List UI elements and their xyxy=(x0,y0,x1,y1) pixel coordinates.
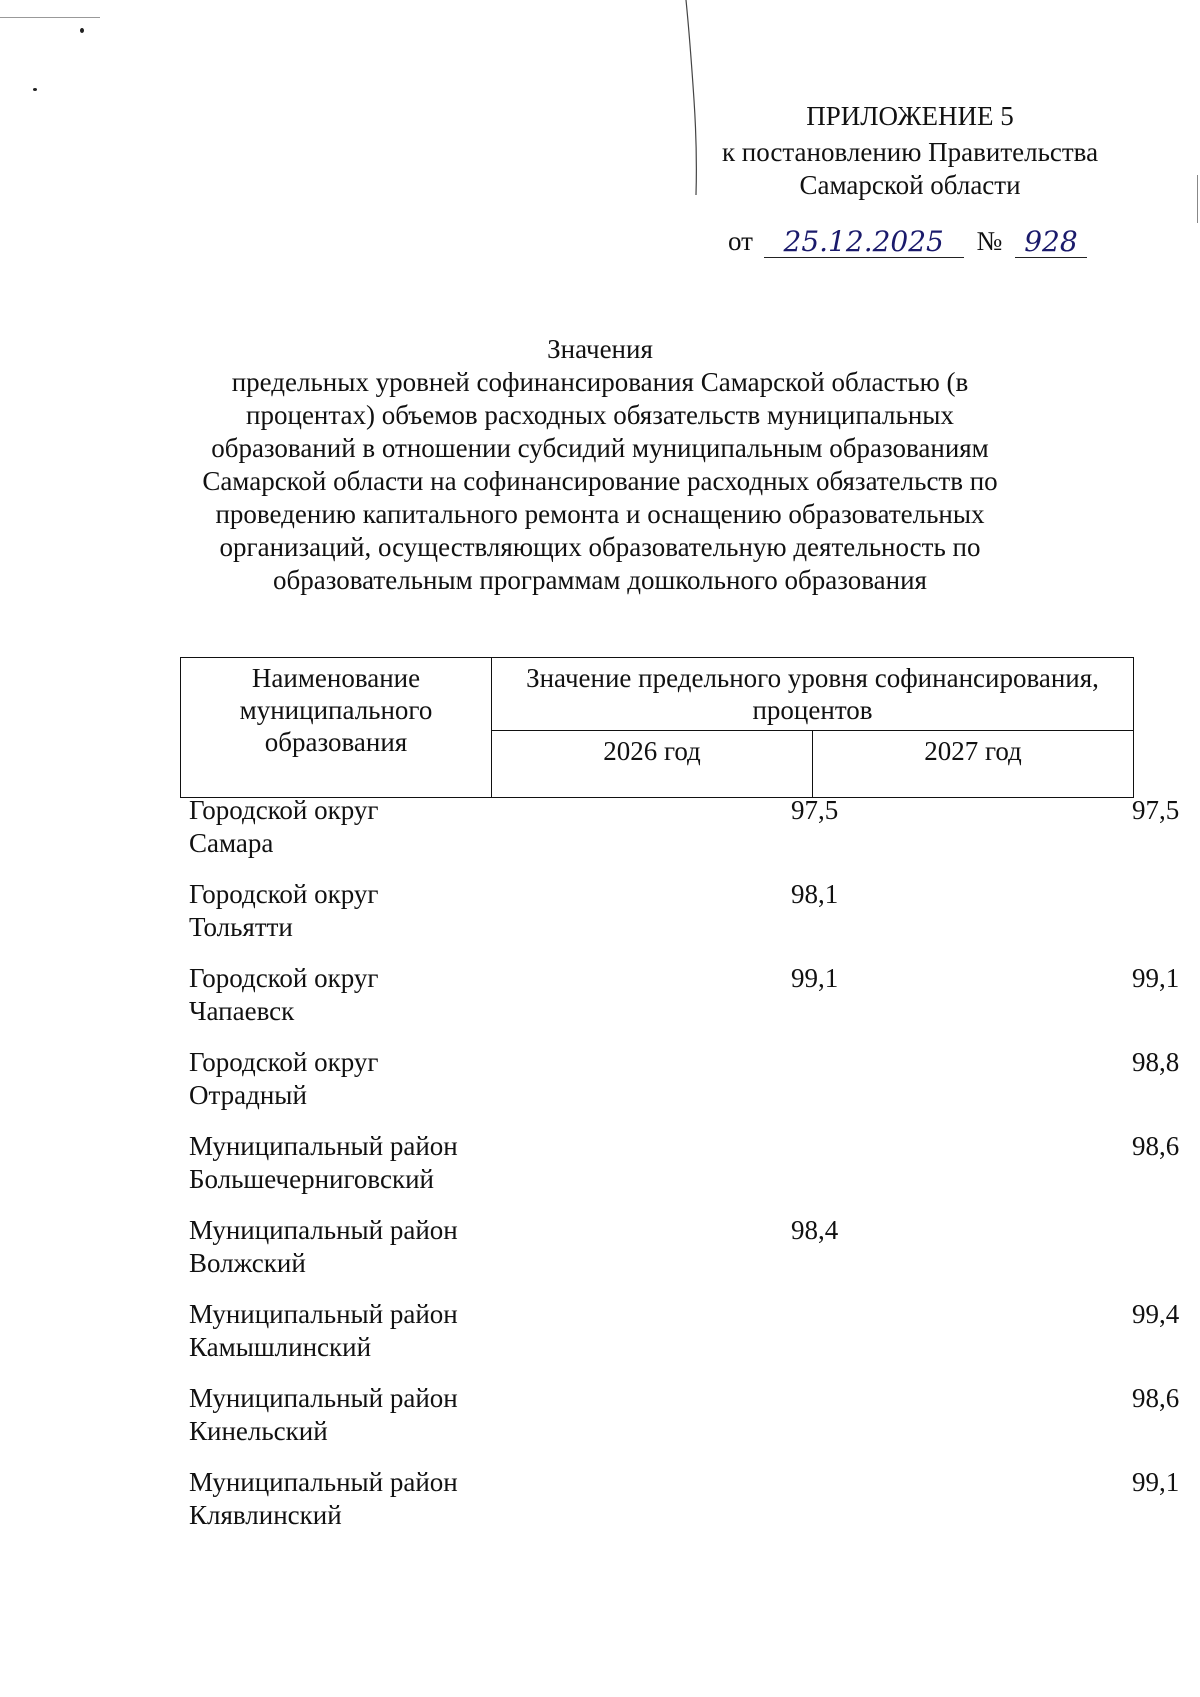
table-row xyxy=(180,958,1180,1042)
municipality-type: Городской округ xyxy=(189,795,379,825)
scan-speck xyxy=(33,88,37,91)
municipality-type: Муниципальный район xyxy=(189,1467,458,1497)
handwritten-date: 25.12.2025 xyxy=(764,227,964,258)
value-2027: 98,8 xyxy=(1132,1047,1180,1077)
municipality-title: Камышлинский xyxy=(189,1332,372,1362)
column-header-2026: 2026 год xyxy=(492,731,813,798)
value-2027: 98,6 xyxy=(1132,1383,1180,1413)
municipality-title: Самара xyxy=(189,828,274,858)
municipality-name xyxy=(189,878,509,944)
municipality-name xyxy=(189,1130,509,1196)
value-2026: 98,4 xyxy=(791,1215,839,1245)
scan-edge-line xyxy=(0,17,100,18)
municipality-title: Большечерниговский xyxy=(189,1164,434,1194)
value-2026: 97,5 xyxy=(791,795,839,825)
table-row xyxy=(180,1042,1180,1126)
column-header-name: Наименование муниципального образования xyxy=(181,658,492,798)
resolution-date-number xyxy=(728,225,1087,258)
appendix-number: ПРИЛОЖЕНИЕ 5 xyxy=(806,101,1014,131)
scan-edge-line xyxy=(1197,175,1198,223)
municipality-type: Городской округ xyxy=(189,1047,379,1077)
municipality-name xyxy=(189,794,509,860)
municipality-type: Муниципальный район xyxy=(189,1383,458,1413)
municipality-title: Волжский xyxy=(189,1248,306,1278)
municipality-title: Кинельский xyxy=(189,1416,328,1446)
value-2026: 98,1 xyxy=(791,879,839,909)
municipality-name xyxy=(189,1214,509,1280)
table-row xyxy=(180,1294,1180,1378)
municipality-type: Муниципальный район xyxy=(189,1299,458,1329)
table-row xyxy=(180,1378,1180,1462)
from-label: от xyxy=(728,226,753,256)
title-body: предельных уровней софинансирования Самарской областью (в процентах) объемов расходных обязательств муниципальных образований в отношении субсидий муниципальным образованиям Самарской области на софинансирование расходных обязательств по проведению капитального ремонта и оснащению образовательных организаций, осуществляющих образовательную деятельность по образовательным программам дошкольного образования xyxy=(202,367,998,595)
value-2026: 99,1 xyxy=(791,963,839,993)
document-title xyxy=(180,333,1020,597)
column-header-value-group: Значение предельного уровня софинансирования, процентов xyxy=(492,658,1134,731)
handwritten-number: 928 xyxy=(1015,227,1087,258)
table-row xyxy=(180,1210,1134,1294)
table-row xyxy=(180,790,1180,874)
table-row xyxy=(180,874,1134,958)
appendix-region: Самарской области xyxy=(799,170,1021,200)
value-2027: 99,4 xyxy=(1132,1299,1180,1329)
municipality-type: Городской округ xyxy=(189,963,379,993)
municipality-name xyxy=(189,1466,509,1532)
number-label: № xyxy=(976,226,1003,256)
municipality-name xyxy=(189,1046,509,1112)
municipality-type: Муниципальный район xyxy=(189,1131,458,1161)
table-row xyxy=(180,1462,1180,1546)
municipality-title: Чапаевск xyxy=(189,996,295,1026)
scan-speck xyxy=(80,28,84,33)
value-2027: 97,5 xyxy=(1132,795,1180,825)
appendix-reference: к постановлению Правительства xyxy=(721,137,1099,167)
table-body xyxy=(180,790,1180,1546)
municipality-title: Тольятти xyxy=(189,912,293,942)
municipality-name xyxy=(189,962,509,1028)
municipality-title: Отрадный xyxy=(189,1080,307,1110)
municipality-type: Городской округ xyxy=(189,879,379,909)
column-header-2027: 2027 год xyxy=(813,731,1134,798)
value-2027: 99,1 xyxy=(1132,963,1180,993)
municipality-type: Муниципальный район xyxy=(189,1215,458,1245)
municipality-title: Клявлинский xyxy=(189,1500,342,1530)
municipality-name xyxy=(189,1382,509,1448)
value-2027: 98,6 xyxy=(1132,1131,1180,1161)
value-2027: 99,1 xyxy=(1132,1467,1180,1497)
table-header xyxy=(180,657,1134,798)
title-heading: Значения xyxy=(547,334,653,364)
municipality-name xyxy=(189,1298,509,1364)
table-row xyxy=(180,1126,1180,1210)
